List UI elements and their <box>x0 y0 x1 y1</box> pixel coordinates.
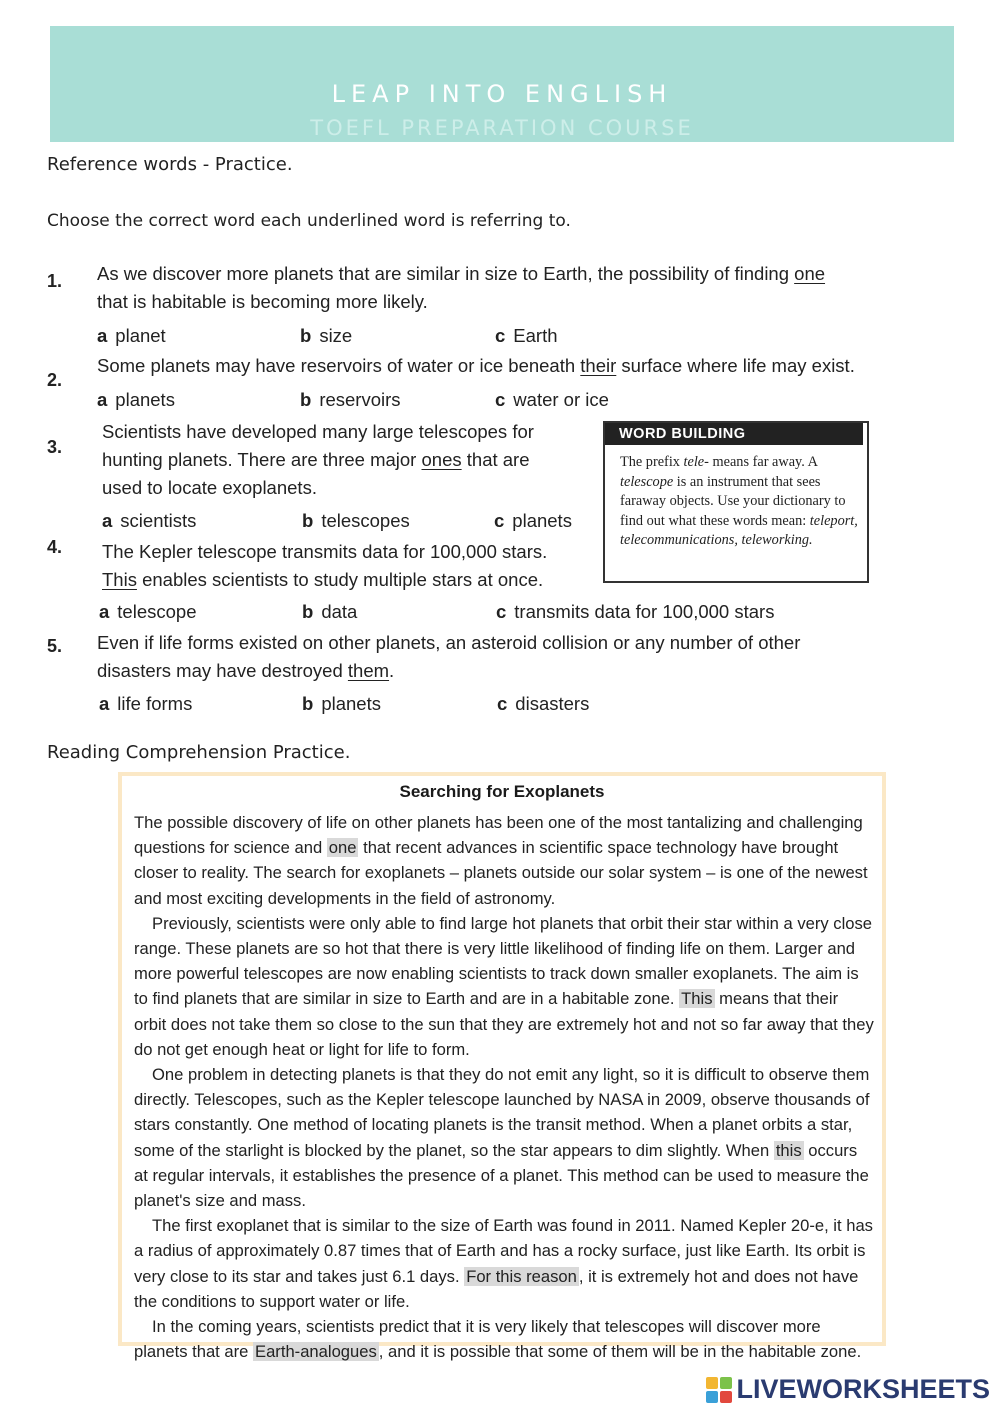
paragraph: Previously, scientists were only able to find large hot planets that orbit their star within a very close range. These planets are so hot that there is very little likelihood of finding life on them. Larger and more powerful telescopes are now enabling scientists to track down smaller exoplanets. The aim is to find planets that are similar in size to Earth and are in a habitable zone. This means that their orbit does not take them so close to the sun that they are extremely hot and not so far away that they do not get enough heat or light for life to form. <box>134 913 874 1059</box>
question-text: Scientists have developed many large telescopes for hunting planets. There are three major ones that are used to locate exoplanets. <box>102 421 534 498</box>
option-b[interactable]: b size <box>300 325 353 346</box>
question-number: 3. <box>47 437 63 457</box>
option-c[interactable]: c planets <box>494 510 572 531</box>
question-number: 4. <box>47 537 63 557</box>
brand-name: LIVEWORKSHEETS <box>736 1374 990 1404</box>
paragraph: The possible discovery of life on other planets has been one of the most tantalizing and challenging questions for science and one that recent advances in scientific space technology have brought closer to reality. The search for exoplanets – planets outside our solar system – is one of the newest and most exciting developments in the field of astronomy. <box>134 813 868 908</box>
option-a[interactable]: a planets <box>97 389 175 410</box>
highlighted-reference: one <box>328 838 357 858</box>
section-heading-reference: Reference words - Practice. <box>47 154 293 175</box>
passage-body <box>134 810 874 1364</box>
option-b[interactable]: b reservoirs <box>300 389 401 410</box>
option-b[interactable]: b data <box>302 601 358 622</box>
paragraph: One problem in detecting planets is that they do not emit any light, so it is difficult to observe them directly. Telescopes, such as the Kepler telescope launched by NASA in 2009, observe thousands of stars constantly. One method of locating planets is the transit method. When a planet orbits a star, some of the starlight is blocked by the planet, so the star appears to dim slightly. When this occurs at regular intervals, it establishes the presence of a planet. This method can be used to measure the planet's size and mass. <box>134 1065 870 1211</box>
question-text: Some planets may have reservoirs of water or ice beneath their surface where life may exist. <box>97 355 855 376</box>
referring-word: their <box>580 355 617 376</box>
option-a[interactable]: a planet <box>97 325 166 346</box>
option-a[interactable]: a telescope <box>99 601 197 622</box>
highlighted-reference: this <box>775 1140 802 1160</box>
reading-passage-box <box>118 772 886 1362</box>
option-a[interactable]: a scientists <box>102 510 197 531</box>
course-title: LEAP INTO ENGLISH <box>331 80 673 108</box>
referring-word: ones <box>421 449 462 470</box>
option-b[interactable]: b telescopes <box>302 510 410 531</box>
question-number: 2. <box>47 370 63 390</box>
liveworksheets-logo <box>706 1374 990 1405</box>
section-heading-reading: Reading Comprehension Practice. <box>47 742 351 763</box>
paragraph: The first exoplanet that is similar to the size of Earth was found in 2011. Named Kepler 20-e, it has a radius of approximately 0.87 times that of Earth and has a rocky surface, just like Earth. Its orbit is very close to its star and takes just 6.1 days. For this reason , it is extremely hot and does not have the conditions to support water or life. <box>134 1216 873 1311</box>
paragraph: In the coming years, scientists predict that it is very likely that telescopes will discover more planets that are Earth-analogues , and it is possible that some of them will be in the habitable zone. <box>134 1317 862 1362</box>
passage-title: Searching for Exoplanets <box>399 782 605 801</box>
option-c[interactable]: c water or ice <box>495 389 609 410</box>
question-text: The Kepler telescope transmits data for 100,000 stars. This enables scientists to study multiple stars at once. <box>102 541 548 590</box>
option-c[interactable]: c Earth <box>495 325 558 346</box>
highlighted-reference: Earth-analogues <box>255 1342 377 1362</box>
liveworksheets-icon <box>706 1377 732 1403</box>
header-banner <box>50 26 954 142</box>
word-building-box <box>603 421 869 583</box>
question-text: As we discover more planets that are similar in size to Earth, the possibility of finding one that is habitable is becoming more likely. <box>97 263 826 312</box>
highlighted-reference: For this reason <box>466 1266 577 1286</box>
option-c[interactable]: c disasters <box>497 693 590 714</box>
referring-word: This <box>102 569 137 590</box>
word-building-title: WORD BUILDING <box>605 423 863 445</box>
question-text: Even if life forms existed on other planets, an asteroid collision or any number of other disasters may have destroyed them. <box>97 632 801 681</box>
highlighted-reference: This <box>681 989 713 1009</box>
question-number: 5. <box>47 636 63 656</box>
referring-word: them <box>347 660 390 681</box>
question-number: 1. <box>47 271 63 291</box>
word-building-text: The prefix tele- means far away. A telescope is an instrument that sees faraway objects. Use your dictionary to find out what these words mean: teleport, telecommunications, teleworking. <box>620 454 858 548</box>
course-subtitle: TOEFL PREPARATION COURSE <box>310 116 694 140</box>
instruction-text: Choose the correct word each underlined word is referring to. <box>47 211 571 231</box>
option-b[interactable]: b planets <box>302 693 381 714</box>
option-a[interactable]: a life forms <box>99 693 193 714</box>
option-c[interactable]: c transmits data for 100,000 stars <box>496 601 775 622</box>
referring-word: one <box>794 263 826 284</box>
